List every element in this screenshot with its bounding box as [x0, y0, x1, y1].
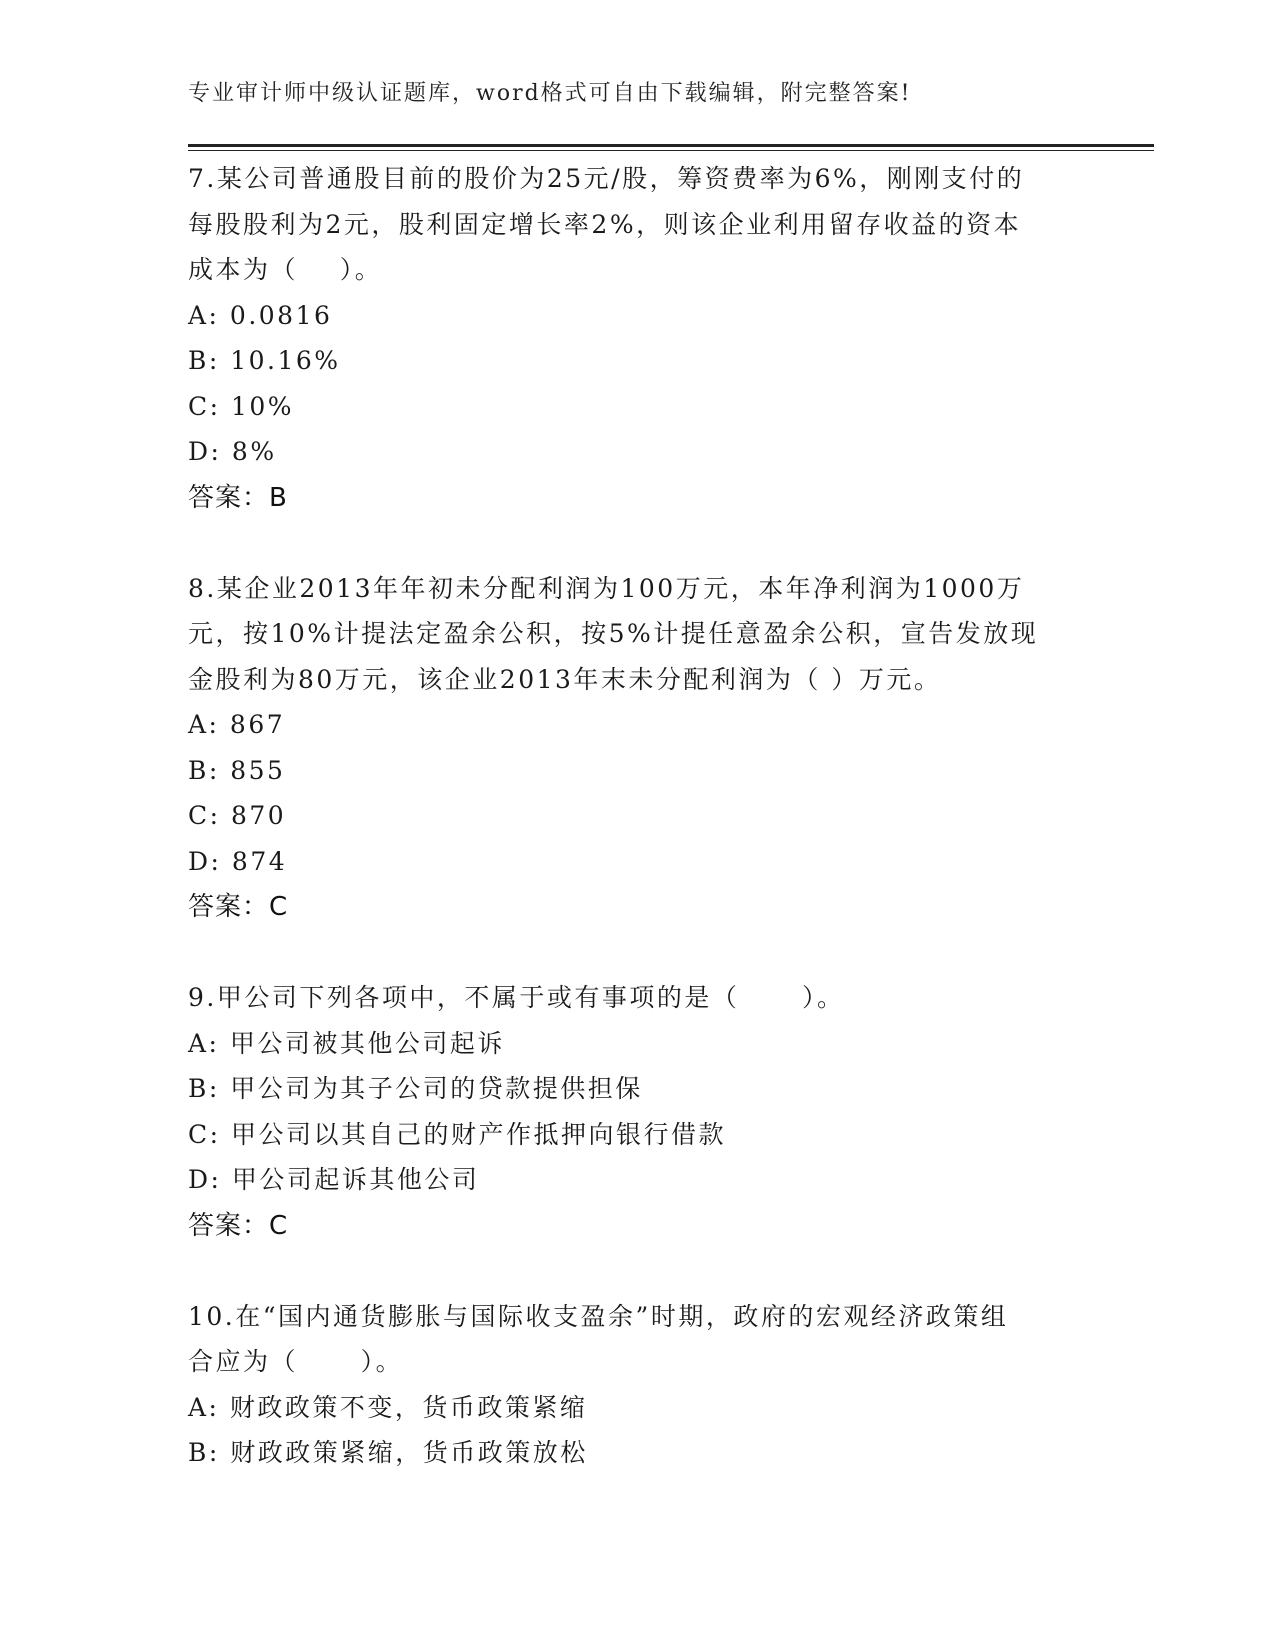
- question-text-line: 7.某公司普通股目前的股价为25元/股，筹资费率为6%，刚刚支付的: [188, 164, 1025, 193]
- question-text-line: 9.甲公司下列各项中，不属于或有事项的是（ ）。: [188, 983, 845, 1012]
- question-text-line: 每股股利为2元，股利固定增长率2%，则该企业利用留存收益的资本: [188, 209, 1022, 239]
- option-b: B: 财政政策紧缩，货币政策放松: [188, 1438, 588, 1467]
- option-a: A: 0.0816: [188, 300, 333, 330]
- question-text-line: 8.某企业2013年年初未分配利润为100万元，本年净利润为1000万: [188, 573, 1025, 603]
- option-c: C: 870: [188, 801, 287, 830]
- option-c: C: 甲公司以其自己的财产作抵押向银行借款: [188, 1119, 726, 1149]
- answer: 答案：C: [188, 892, 289, 922]
- header-rule-thick: [188, 144, 1154, 147]
- answer: 答案：C: [188, 1210, 289, 1241]
- question-text-line: 合应为（ ）。: [188, 1347, 404, 1376]
- option-a: A: 财政政策不变，货币政策紧缩: [188, 1392, 588, 1422]
- question-text-line: 成本为（ ）。: [188, 255, 383, 284]
- question-list: [188, 156, 1088, 1521]
- question-7: [188, 156, 1088, 521]
- header-rule-thin: [188, 150, 1154, 151]
- option-a: A: 867: [188, 710, 286, 739]
- question-text-line: 10.在“国内通货膨胀与国际收支盈余”时期，政府的宏观经济政策组: [188, 1301, 1009, 1331]
- option-d: D: 甲公司起诉其他公司: [188, 1165, 480, 1194]
- question-text-line: 元，按10%计提法定盈余公积，按5%计提任意盈余公积，宣告发放现: [188, 619, 1039, 648]
- question-text-line: 金股利为80万元，该企业2013年末未分配利润为（ ）万元。: [188, 664, 942, 694]
- answer: 答案：B: [188, 482, 288, 513]
- option-d: D: 874: [188, 846, 288, 876]
- option-c: C: 10%: [188, 391, 295, 421]
- question-10: [188, 1294, 1088, 1476]
- option-b: B: 855: [188, 755, 286, 785]
- question-8: [188, 566, 1088, 931]
- option-a: A: 甲公司被其他公司起诉: [188, 1028, 505, 1058]
- page-header: 专业审计师中级认证题库，word格式可自由下载编辑，附完整答案!: [188, 81, 912, 106]
- option-b: B: 10.16%: [188, 346, 341, 375]
- question-9: [188, 975, 1088, 1249]
- option-b: B: 甲公司为其子公司的贷款提供担保: [188, 1074, 643, 1103]
- option-d: D: 8%: [188, 437, 277, 466]
